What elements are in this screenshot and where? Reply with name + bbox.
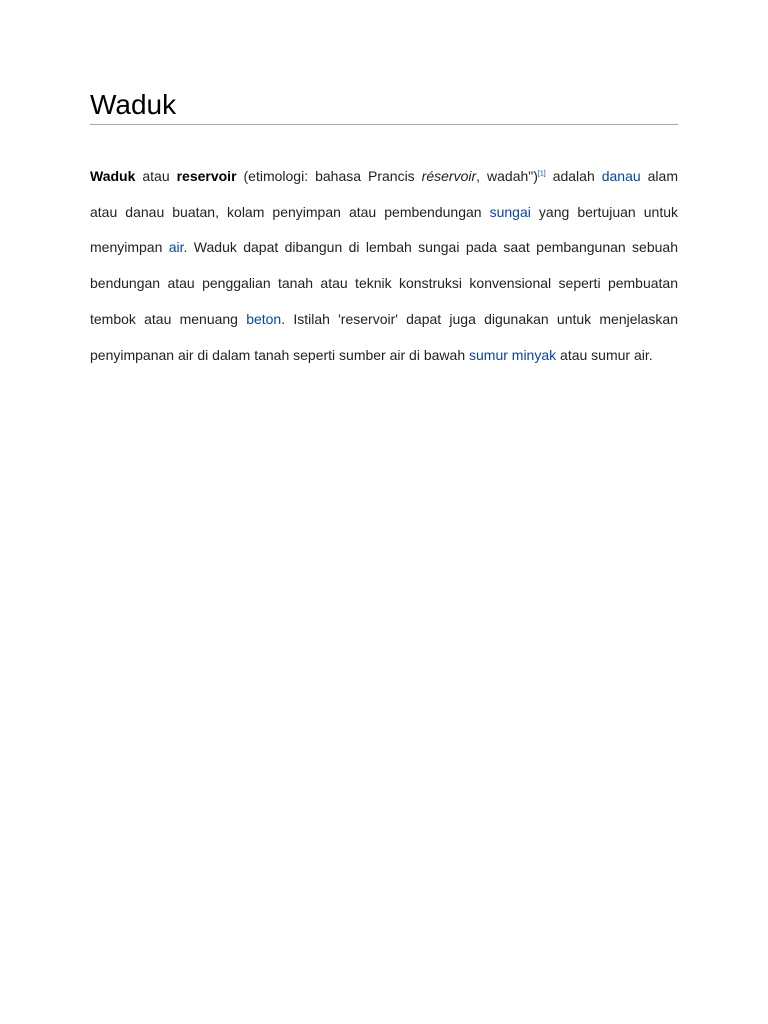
link-danau[interactable]: danau: [601, 168, 641, 184]
text-segment: adalah: [545, 168, 602, 184]
page-title: Waduk: [90, 88, 678, 125]
reference-link[interactable]: [1]: [537, 170, 546, 178]
etymology-word: réservoir: [421, 168, 477, 184]
article-paragraph: [90, 159, 678, 373]
text-segment: atau: [135, 168, 177, 184]
text-segment: , wadah"): [476, 168, 538, 184]
text-segment: (etimologi: bahasa Prancis: [236, 168, 422, 184]
term-reservoir: reservoir: [176, 168, 237, 184]
text-segment: yang bertujuan untuk menyimpan: [90, 203, 678, 256]
text-segment: atau sumur air.: [556, 346, 653, 363]
link-air[interactable]: air: [168, 239, 184, 256]
link-sumur-minyak[interactable]: sumur minyak: [469, 346, 557, 363]
text-segment: . Istilah 'reservoir' dapat juga digunakan untuk menjelaskan penyimpanan air di dalam tanah seperti sumber air di bawah: [90, 310, 678, 363]
article-content: [90, 88, 678, 373]
link-beton[interactable]: beton: [246, 310, 282, 327]
term-waduk: Waduk: [90, 168, 136, 184]
text-segment: alam atau danau buatan, kolam penyimpan atau pembendungan: [90, 168, 678, 220]
text-segment: . Waduk dapat dibangun di lembah sungai pada saat pembangunan sebuah bendungan atau penggalian tanah atau teknik konstruksi konvensional seperti pembuatan tembok atau menuang: [90, 239, 678, 327]
link-sungai[interactable]: sungai: [489, 203, 531, 220]
